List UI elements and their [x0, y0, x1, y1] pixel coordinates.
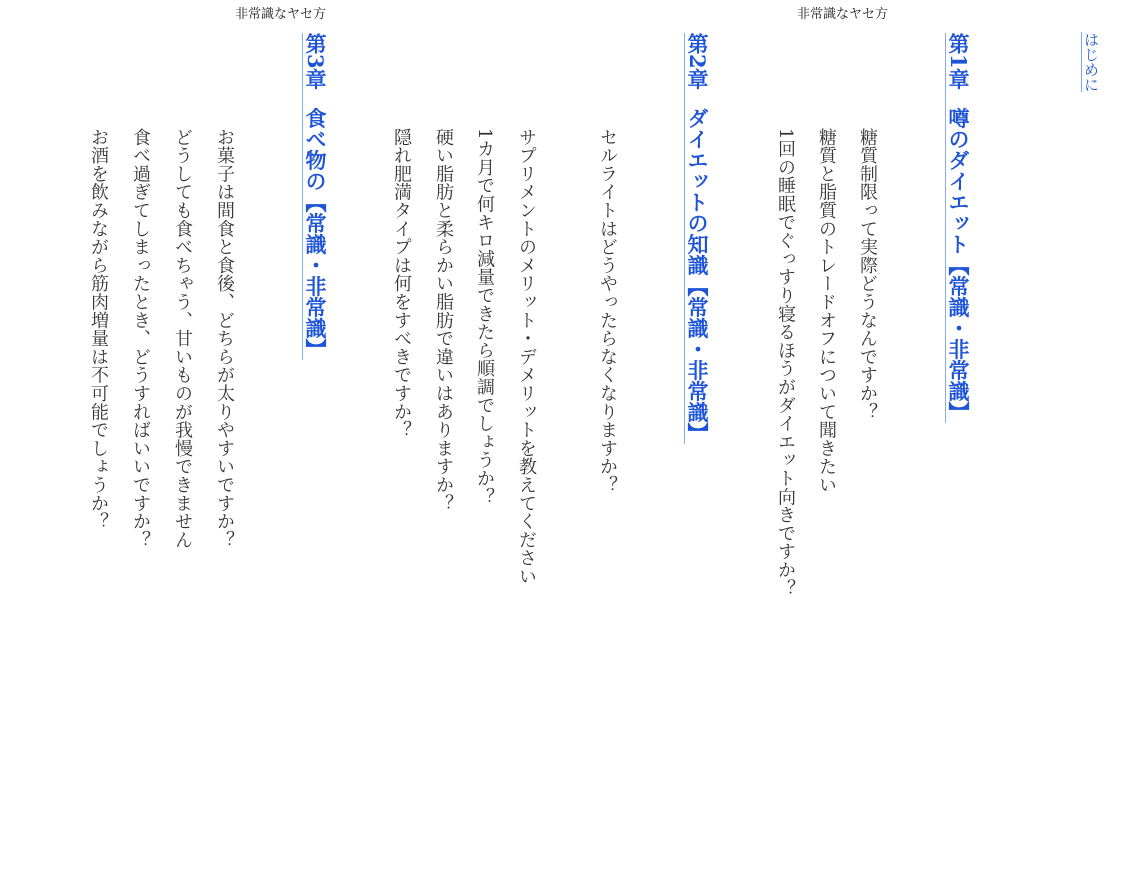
toc-item-1-2[interactable]: 糖質と脂質のトレードオフについて聞きたい: [816, 128, 837, 494]
chapter-2-number: 第2章: [685, 33, 710, 90]
toc-item-3-1[interactable]: お菓子は間食と食後、どちらが太りやすいですか？: [214, 128, 235, 549]
chapter-3-number: 第3章: [303, 33, 328, 90]
toc-item-1-3[interactable]: 1回の睡眠でぐっすり寝るほうがダイエット向きですか？: [775, 128, 796, 598]
toc-item-2-2[interactable]: サプリメントのメリット・デメリットを教えてください: [516, 128, 537, 586]
running-head: 非常識なヤセ方: [235, 7, 327, 22]
toc-item-3-3[interactable]: 食べ過ぎてしまったとき、どうすればいいですか？: [130, 128, 151, 549]
running-head: 非常識なヤセ方: [797, 7, 889, 22]
toc-link-preface[interactable]: はじめに: [1082, 32, 1100, 92]
toc-item-2-4[interactable]: 硬い脂肪と柔らかい脂肪で違いはありますか？: [433, 128, 454, 513]
toc-item-2-1[interactable]: セルライトはどうやったらなくなりますか？: [597, 128, 618, 494]
toc-chapter-3-heading[interactable]: [302, 33, 326, 360]
toc-item-1-1[interactable]: 糖質制限って実際どうなんですか？: [857, 128, 878, 421]
chapter-1-number: 第1章: [946, 33, 971, 90]
toc-item-3-2[interactable]: どうしても食べちゃう、甘いものが我慢できません: [172, 128, 193, 549]
toc-item-2-3[interactable]: 1カ月で何キロ減量できたら順調でしょうか？: [474, 128, 495, 506]
toc-chapter-1-heading[interactable]: [945, 33, 969, 423]
toc-page-right: [562, 0, 1124, 880]
toc-item-2-5[interactable]: 隠れ肥満タイプは何をすべきですか？: [391, 128, 412, 440]
chapter-2-title: ダイエットの知識【常識・非常識】: [685, 107, 710, 444]
toc-chapter-2-heading[interactable]: [684, 33, 708, 444]
toc-item-3-4[interactable]: お酒を飲みながら筋肉増量は不可能でしょうか？: [88, 128, 109, 531]
chapter-1-title: 噂のダイエット【常識・非常識】: [946, 107, 971, 423]
chapter-3-title: 食べ物の【常識・非常識】: [303, 107, 328, 360]
